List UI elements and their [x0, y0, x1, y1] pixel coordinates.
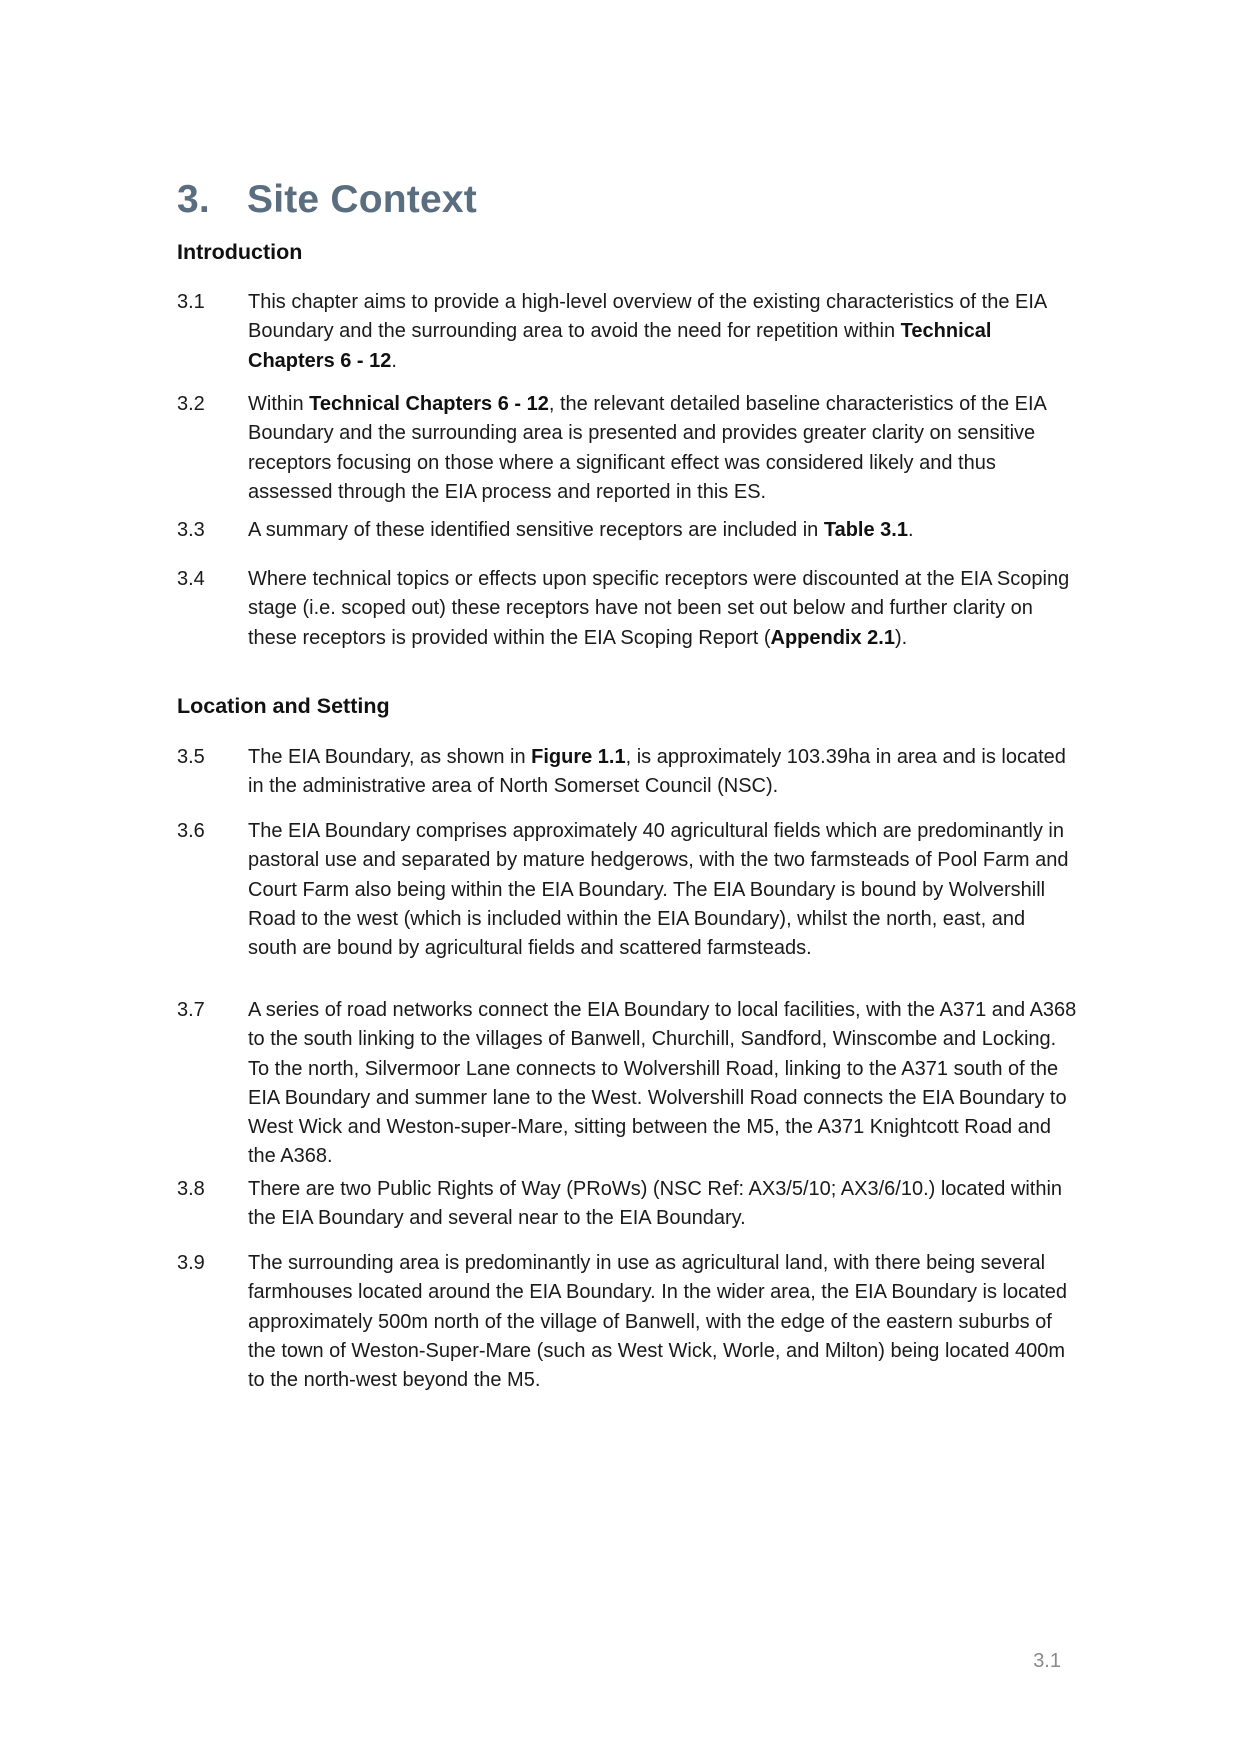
paragraph-number: 3.3 — [177, 519, 205, 541]
paragraph-3-8 — [177, 1175, 1077, 1234]
paragraph-3-3 — [177, 516, 1077, 545]
paragraph-text — [248, 996, 1078, 1172]
paragraph-3-2 — [177, 390, 1077, 507]
bold-reference: Appendix 2.1 — [770, 626, 895, 649]
paragraph-number: 3.6 — [177, 820, 205, 842]
text-run: , is approximately 103.39ha in area and is located in the administrative area of North Somerset Council (NSC). — [248, 746, 1066, 798]
section-heading-location-and-setting: Location and Setting — [177, 694, 390, 718]
paragraph-number: 3.9 — [177, 1252, 205, 1274]
paragraph-text — [248, 1249, 1078, 1395]
paragraph-number: 3.7 — [177, 999, 205, 1021]
bold-reference: Table 3.1 — [823, 519, 908, 541]
text-run: . — [391, 349, 397, 372]
paragraph-text — [248, 817, 1078, 963]
text-run: A summary of these identified sensitive receptors are included in — [248, 519, 824, 541]
bold-reference: Technical Chapters 6 - 12 — [309, 393, 549, 415]
chapter-title — [177, 178, 477, 222]
paragraph-text — [248, 516, 1078, 545]
page-number: 3.1 — [1033, 1650, 1061, 1672]
bold-reference: Technical Chapters 6 - 12 — [248, 320, 992, 372]
text-run: . — [907, 519, 914, 541]
paragraph-number: 3.2 — [177, 393, 205, 415]
paragraph-text — [248, 743, 1078, 802]
paragraph-text — [248, 390, 1078, 507]
chapter-title-text: Site Context — [247, 178, 477, 221]
text-run: There are two Public Rights of Way (PRoWs) (NSC Ref: AX3/5/10; AX3/6/10.) located within the EIA Boundary and several near to the EIA Boundary. — [248, 1178, 1063, 1230]
text-run: , the relevant detailed baseline characteristics of the EIA Boundary and the surrounding area is presented and provides greater clarity on sensitive receptors focusing on those where a significant effect was considered likely and thus assessed through the EIA process and reported in this ES. — [248, 393, 1046, 503]
paragraph-number: 3.1 — [177, 291, 205, 313]
paragraph-number: 3.5 — [177, 746, 205, 768]
text-run: ). — [894, 626, 908, 649]
bold-reference: Figure 1.1 — [531, 746, 626, 768]
text-run: Within — [248, 393, 310, 415]
paragraph-3-5 — [177, 743, 1077, 802]
text-run: The EIA Boundary comprises approximately 40 agricultural fields which are predominantly in pastoral use and separated by mature hedgerows, with the two farmsteads of Pool Farm and Court Farm also being within the EIA Boundary. The EIA Boundary is bound by Wolvershill Road to the west (which is included within the EIA Boundary), whilst the north, east, and south are bound by agricultural fields and scattered farmsteads. — [248, 820, 1069, 960]
text-run: This chapter aims to provide a high-level overview of the existing characteristics of the EIA Boundary and the surrounding area to avoid the need for repetition within — [248, 291, 1047, 343]
text-run: Where technical topics or effects upon specific receptors were discounted at the EIA Scoping stage (i.e. scoped out) these receptors have not been set out below and further clarity on these receptors is provided within the EIA Scoping Report ( — [248, 568, 1070, 649]
paragraph-text — [248, 288, 1078, 376]
paragraph-3-7 — [177, 996, 1077, 1172]
text-run: The surrounding area is predominantly in use as agricultural land, with there being several farmhouses located around the EIA Boundary. In the wider area, the EIA Boundary is located approximately 500m north of the village of Banwell, with the edge of the eastern suburbs of the town of Weston-Super-Mare (such as West Wick, Worle, and Milton) being located 400m to the north-west beyond the M5. — [248, 1252, 1068, 1392]
paragraph-number: 3.8 — [177, 1178, 205, 1200]
paragraph-3-9 — [177, 1249, 1077, 1395]
paragraph-3-1 — [177, 288, 1077, 376]
text-run: A series of road networks connect the EIA Boundary to local facilities, with the A371 and A368 to the south linking to the villages of Banwell, Churchill, Sandford, Winscombe and Locking. To the north, Silvermoor Lane connects to Wolvershill Road, linking to the A371 south of the EIA Boundary and summer lane to the West. Wolvershill Road connects the EIA Boundary to West Wick and Weston-super-Mare, sitting between the M5, the A371 Knightcott Road and the A368. — [248, 999, 1077, 1168]
paragraph-text — [248, 565, 1078, 653]
paragraph-3-6 — [177, 817, 1077, 963]
text-run: The EIA Boundary, as shown in — [248, 746, 532, 768]
section-heading-introduction: Introduction — [177, 240, 303, 264]
paragraph-number: 3.4 — [177, 568, 205, 590]
paragraph-text — [248, 1175, 1078, 1234]
chapter-number: 3. — [177, 178, 210, 221]
paragraph-3-4 — [177, 565, 1077, 653]
